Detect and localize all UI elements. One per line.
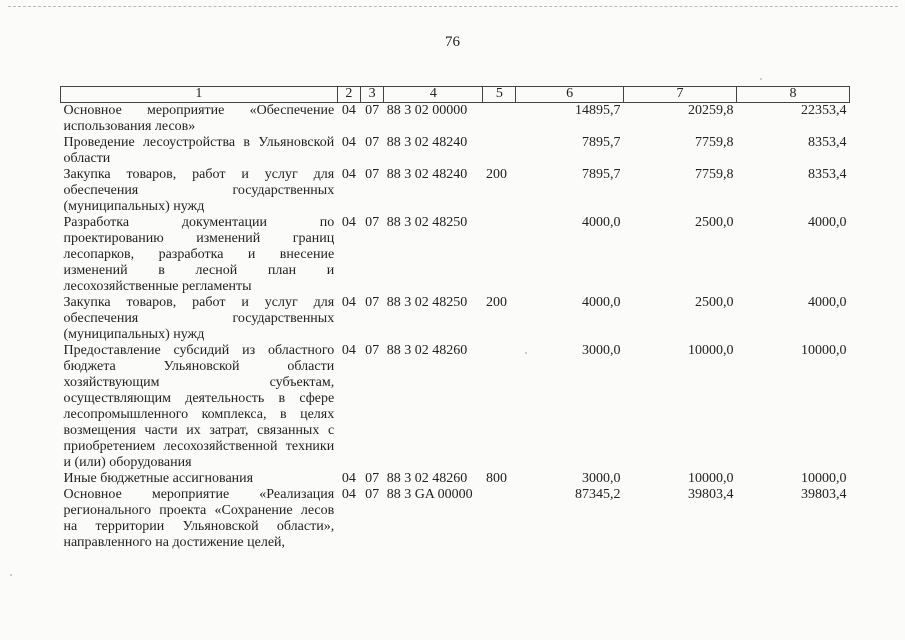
row-name: Закупка товаров, работ и услуг для обеспечения государственных (муниципальных) нужд — [63, 295, 335, 342]
row-target-code: 88 3 02 00000 — [386, 103, 468, 118]
header-col-4: 4 — [384, 87, 483, 103]
row-value-8: 10000,0 — [801, 343, 847, 358]
row-value-6: 7895,7 — [581, 135, 621, 150]
row-subsection: 07 — [365, 343, 380, 358]
scan-edge-line — [8, 6, 898, 7]
row-name: Предоставление субсидий из областного бюджета Ульяновской области хозяйствующим субъектам, осуществляющим деятельность в сфере лесопромышленного комплекса, в целях возмещения части их затрат, связанных с приобретением лесохозяйственной техники и (или) оборудования — [63, 343, 335, 470]
table-row — [61, 103, 850, 136]
row-subsection: 07 — [365, 103, 380, 118]
header-col-1: 1 — [61, 87, 338, 103]
row-section: 04 — [341, 343, 356, 358]
row-value-7: 7759,8 — [694, 167, 734, 182]
row-name: Иные бюджетные ассигнования — [63, 471, 254, 486]
header-col-2: 2 — [337, 87, 360, 103]
budget-table — [60, 86, 850, 551]
row-section: 04 — [341, 103, 356, 118]
row-value-8: 39803,4 — [801, 487, 847, 502]
row-name: Основное мероприятие «Обеспечение использования лесов» — [63, 103, 335, 134]
row-value-6: 14895,7 — [574, 103, 621, 118]
table-row — [61, 295, 850, 343]
row-name: Основное мероприятие «Реализация регионального проекта «Сохранение лесов на территории Ульяновской области», направленного на достижение целей, — [63, 487, 335, 550]
row-section: 04 — [341, 471, 356, 486]
row-value-6: 4000,0 — [581, 215, 621, 230]
row-value-6: 4000,0 — [581, 295, 621, 310]
row-value-8: 8353,4 — [808, 135, 847, 150]
row-subsection: 07 — [365, 471, 380, 486]
row-target-code: 88 3 GA 00000 — [386, 487, 473, 502]
row-section: 04 — [341, 295, 356, 310]
table-row — [61, 215, 850, 295]
row-target-code: 88 3 02 48260 — [386, 471, 468, 486]
scan-speck — [760, 78, 762, 80]
header-col-7: 7 — [623, 87, 736, 103]
row-subsection: 07 — [365, 295, 380, 310]
header-col-5: 5 — [483, 87, 516, 103]
row-target-code: 88 3 02 48240 — [386, 167, 468, 182]
row-value-6: 3000,0 — [581, 343, 621, 358]
row-expense-type — [483, 103, 516, 136]
table-row — [61, 135, 850, 167]
row-target-code: 88 3 02 48250 — [386, 215, 468, 230]
row-target-code: 88 3 02 48260 — [386, 343, 468, 358]
row-subsection: 07 — [365, 487, 380, 502]
row-value-6: 87345,2 — [574, 487, 621, 502]
table-header — [61, 87, 850, 103]
table-row — [61, 167, 850, 215]
row-subsection: 07 — [365, 167, 380, 182]
row-subsection: 07 — [365, 215, 380, 230]
header-col-6: 6 — [516, 87, 624, 103]
row-target-code: 88 3 02 48250 — [386, 295, 468, 310]
row-value-7: 10000,0 — [687, 471, 734, 486]
scan-speck — [525, 352, 527, 354]
row-expense-type — [483, 487, 516, 551]
row-value-8: 8353,4 — [808, 167, 847, 182]
row-name: Разработка документации по проектированию изменений границ лесопарков, разработка и внесение изменений в лесной план и лесохозяйственные регламенты — [63, 215, 335, 294]
scan-speck — [10, 574, 12, 576]
row-value-8: 4000,0 — [808, 215, 847, 230]
row-expense-type — [483, 215, 516, 295]
row-name: Проведение лесоустройства в Ульяновской области — [63, 135, 335, 166]
row-value-6: 7895,7 — [581, 167, 621, 182]
row-expense-type — [483, 135, 516, 167]
row-expense-type — [483, 343, 516, 471]
row-expense-type: 800 — [485, 471, 507, 486]
row-value-8: 4000,0 — [808, 295, 847, 310]
row-value-7: 39803,4 — [687, 487, 734, 502]
row-expense-type: 200 — [485, 295, 507, 310]
header-col-8: 8 — [736, 87, 849, 103]
row-section: 04 — [341, 135, 356, 150]
table-row — [61, 343, 850, 471]
header-col-3: 3 — [360, 87, 383, 103]
row-value-7: 7759,8 — [694, 135, 734, 150]
row-value-8: 10000,0 — [801, 471, 847, 486]
row-value-7: 2500,0 — [694, 295, 734, 310]
row-section: 04 — [341, 487, 356, 502]
row-value-7: 2500,0 — [694, 215, 734, 230]
row-value-7: 20259,8 — [687, 103, 734, 118]
table-row — [61, 487, 850, 551]
row-subsection: 07 — [365, 135, 380, 150]
table-row — [61, 471, 850, 487]
row-value-6: 3000,0 — [581, 471, 621, 486]
row-expense-type: 200 — [485, 167, 507, 182]
page-number: 76 — [445, 34, 460, 50]
row-value-7: 10000,0 — [687, 343, 734, 358]
row-section: 04 — [341, 167, 356, 182]
row-section: 04 — [341, 215, 356, 230]
header-row — [61, 87, 850, 103]
row-target-code: 88 3 02 48240 — [386, 135, 468, 150]
row-name: Закупка товаров, работ и услуг для обеспечения государственных (муниципальных) нужд — [63, 167, 335, 214]
row-value-8: 22353,4 — [801, 103, 847, 118]
